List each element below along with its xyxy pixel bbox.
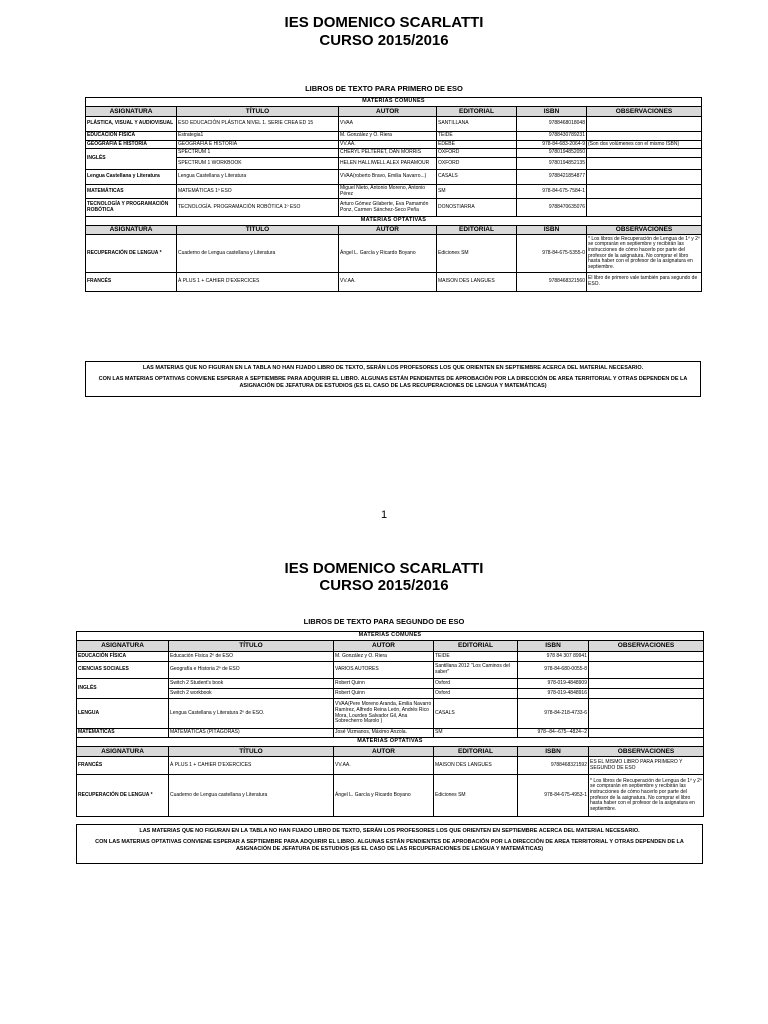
notice-box <box>76 824 703 864</box>
author-cell: VVAA <box>339 117 437 132</box>
column-header-row <box>77 747 704 757</box>
table-row <box>77 662 704 679</box>
column-header: TÍTULO <box>169 641 334 652</box>
publisher-cell: TEIDE <box>434 652 518 662</box>
subject-cell: INGLÉS <box>77 679 169 699</box>
subject-cell: Lengua Castellana y Literatura <box>86 170 177 185</box>
section-label: MATERIAS COMUNES <box>86 98 702 107</box>
subject-cell: LENGUA <box>77 699 169 729</box>
author-cell: Miguel Nieto, Antonio Moreno, Antonio Pérez <box>339 185 437 199</box>
publisher-cell: SM <box>437 185 517 199</box>
notes-cell <box>589 679 704 689</box>
author-cell: VV.AA. <box>334 757 434 775</box>
table-subtitle: LIBROS DE TEXTO PARA PRIMERO DE ESO <box>305 84 463 93</box>
title-cell: ESO EDUCACIÓN PLÁSTICA NIVEL 1. SERIE CREA ED 15 <box>177 117 339 132</box>
section-header-row <box>77 632 704 641</box>
table-row <box>86 117 702 132</box>
author-cell: HELEN HALLIWELL ALEX PARAMOUR <box>339 158 437 170</box>
author-cell: VV.AA. <box>339 141 437 149</box>
author-cell: Robert Quinn <box>334 679 434 689</box>
title-cell: Switch 2 workbook <box>169 689 334 699</box>
column-header-row <box>77 641 704 652</box>
publisher-cell: CASALS <box>434 699 518 729</box>
table-row <box>77 775 704 817</box>
title-cell: À PLUS 1 + CAHIER D'EXERCICES <box>169 757 334 775</box>
textbook-table <box>76 631 704 817</box>
publisher-cell: EDEBÉ <box>437 141 517 149</box>
subject-cell: FRANCÉS <box>77 757 169 775</box>
subject-cell: RECUPERACIÓN DE LENGUA * <box>77 775 169 817</box>
notice-box <box>85 361 701 397</box>
title-cell: SPECTRUM 1 WORKBOOK <box>177 158 339 170</box>
title-cell: Estrategia1 <box>177 132 339 141</box>
title-cell: Switch 2 Student's book <box>169 679 334 689</box>
title-cell: À PLUS 1 + CAHIER D'EXERCICES <box>177 273 339 292</box>
title-cell: SPECTRUM 1 <box>177 149 339 158</box>
section-header-row <box>86 98 702 107</box>
notes-cell: * Los libros de Recuperación de Lengua de 1º y 2º se comprarán en septiembre y recibirán las instrucciones de cómo hacerlo por parte del profesor de la asignatura. No comprar el libro hasta haber con el profesor de la asignatura en septiembre. <box>587 235 702 273</box>
isbn-cell: 978-84-675-7584-1 <box>517 185 587 199</box>
notes-cell <box>589 689 704 699</box>
notes-cell <box>587 158 702 170</box>
subject-cell: RECUPERACIÓN DE LENGUA * <box>86 235 177 273</box>
subject-cell: CIENCIAS SOCIALES <box>77 662 169 679</box>
table-row <box>86 185 702 199</box>
isbn-cell: 9788468321592 <box>518 757 589 775</box>
notes-cell <box>587 170 702 185</box>
column-header-row <box>86 226 702 235</box>
isbn-cell: 9788468321560 <box>517 273 587 292</box>
column-header: ISBN <box>518 747 589 757</box>
title-cell: MATEMÁTICAS 1º ESO <box>177 185 339 199</box>
column-header: EDITORIAL <box>437 226 517 235</box>
notes-cell: (Son dos volúmenes con el mismo ISBN) <box>587 141 702 149</box>
title-cell: Cuaderno de Lengua castellana y Literatura <box>169 775 334 817</box>
column-header: AUTOR <box>339 226 437 235</box>
title-cell: Lengua Castellana y Literatura <box>177 170 339 185</box>
publisher-cell: SANTILLANA <box>437 117 517 132</box>
table-row <box>86 273 702 292</box>
table-row <box>86 235 702 273</box>
notice-text-2: CON LAS MATERIAS OPTATIVAS CONVIENE ESPERAR A SEPTIEMBRE PARA ADQUIRIR EL LIBRO. ALGUNAS ESTÁN PENDIENTES DE APROBACIÓN POR LA DIRECCIÓN DE AREA TERRITORIAL Y OTRAS DEPENDEN DE LA ASIGNACIÓN DE JEFATURA DE ESTUDIOS (ES EL CASO DE LAS RECUPERACIONES DE LENGUA Y MATEMÁTICAS) <box>98 376 688 389</box>
isbn-cell: 978 84 307 89941 <box>518 652 589 662</box>
section-header-row <box>77 738 704 747</box>
publisher-cell: MAISON DES LANGUES <box>437 273 517 292</box>
column-header: EDITORIAL <box>437 107 517 117</box>
isbn-cell: 978-84-680-0055-8 <box>518 662 589 679</box>
section-label: MATERIAS COMUNES <box>77 632 704 641</box>
table-row <box>77 679 704 689</box>
column-header: TÍTULO <box>177 107 339 117</box>
publisher-cell: Ediciones SM <box>434 775 518 817</box>
subject-cell: MATEMÁTICAS <box>77 729 169 738</box>
isbn-cell: 978-019-4848916 <box>518 689 589 699</box>
column-header: AUTOR <box>334 641 434 652</box>
notes-cell <box>589 662 704 679</box>
column-header: OBSERVACIONES <box>589 747 704 757</box>
author-cell: M. González y O. Riera <box>334 652 434 662</box>
notes-cell <box>587 199 702 217</box>
author-cell: VVAA(Pere Moreno Aranda, Emilia Navarro Ramírez, Alfredo Reina León, Andrés Rico Mora, Lourdes Salvador Gil, Ana Sobrecherro Marolo ) <box>334 699 434 729</box>
table-row <box>77 652 704 662</box>
subject-cell: GEOGRAFÍA E HISTORIA <box>86 141 177 149</box>
title-cell: Geografía e Historia 2º de ESO <box>169 662 334 679</box>
column-header: EDITORIAL <box>434 641 518 652</box>
column-header: TÍTULO <box>177 226 339 235</box>
notes-cell <box>587 185 702 199</box>
school-title: IES DOMENICO SCARLATTI <box>284 14 484 31</box>
notes-cell <box>589 699 704 729</box>
notice-text-2: CON LAS MATERIAS OPTATIVAS CONVIENE ESPERAR A SEPTIEMBRE PARA ADQUIRIR EL LIBRO. ALGUNAS ESTÁN PENDIENTES DE APROBACIÓN POR LA DIRECCIÓN DE AREA TERRITORIAL Y OTRAS DEPENDEN DE LA ASIGNACIÓN DE JEFATURA DE ESTUDIOS (ES EL CASO DE LAS RECUPERACIONES DE LENGUA Y MATEMÁTICAS) <box>95 839 684 852</box>
table-row <box>77 729 704 738</box>
author-cell: VVAA(roberto Bravo, Emilia Navarro...) <box>339 170 437 185</box>
table-body <box>77 632 704 738</box>
publisher-cell: SM <box>434 729 518 738</box>
isbn-cell: 978--84--675--4824--2 <box>518 729 589 738</box>
column-header-row <box>86 107 702 117</box>
table-row <box>86 170 702 185</box>
notes-cell <box>587 132 702 141</box>
publisher-cell: Santillana 2012 "Los Caminos del saber" <box>434 662 518 679</box>
isbn-cell: 9788430789231 <box>517 132 587 141</box>
textbook-table <box>85 97 702 292</box>
isbn-cell: 9780194852135 <box>517 158 587 170</box>
notice-text-1: LAS MATERIAS QUE NO FIGURAN EN LA TABLA NO HAN FIJADO LIBRO DE TEXTO, SERÁN LOS PROFESORES LOS QUE ORIENTEN EN SEPTIEMBRE ACERCA DEL MATERIAL NECESARIO. <box>139 828 640 834</box>
isbn-cell: 9780194852050 <box>517 149 587 158</box>
table-row <box>86 149 702 158</box>
author-cell: Ángel L. García y Ricardo Boyano <box>334 775 434 817</box>
notes-cell <box>589 729 704 738</box>
subject-cell: INGLÉS <box>86 149 177 170</box>
isbn-cell: 978-84-675-4953-1 <box>518 775 589 817</box>
author-cell: CHERYL PELTERET, DAN MORRIS <box>339 149 437 158</box>
publisher-cell: TEIDE <box>437 132 517 141</box>
publisher-cell: DONOSTIARRA <box>437 199 517 217</box>
publisher-cell: Oxford <box>434 689 518 699</box>
subject-cell: EDUCACIÓN FÍSICA <box>86 132 177 141</box>
column-header: ASIGNATURA <box>77 641 169 652</box>
notes-cell <box>587 117 702 132</box>
table-row <box>77 757 704 775</box>
notes-cell <box>589 652 704 662</box>
subject-cell: FRANCÉS <box>86 273 177 292</box>
notice-text-1: LAS MATERIAS QUE NO FIGURAN EN LA TABLA NO HAN FIJADO LIBRO DE TEXTO, SERÁN LOS PROFESORES LOS QUE ORIENTEN EN SEPTIEMBRE ACERCA DEL MATERIAL NECESARIO. <box>142 365 644 371</box>
isbn-cell: 9788470635076 <box>517 199 587 217</box>
column-header: EDITORIAL <box>434 747 518 757</box>
title-cell: TECNOLOGÍA. PROGRAMACIÓN ROBÓTICA 1º ESO <box>177 199 339 217</box>
notes-cell: El libro de primero vale también para segundo de ESO. <box>587 273 702 292</box>
title-cell: GEOGRAFÍA E HISTORIA <box>177 141 339 149</box>
section-header-row <box>86 217 702 226</box>
subject-cell: PLÁSTICA, VISUAL Y AUDIOVISUAL <box>86 117 177 132</box>
page-number: 1 <box>380 509 388 521</box>
table-body-optional <box>77 738 704 817</box>
title-cell: MATEMÁTICAS (PITÁGORAS) <box>169 729 334 738</box>
author-cell: José Vizmanos, Máximo Anzola. <box>334 729 434 738</box>
column-header: ISBN <box>517 226 587 235</box>
publisher-cell: OXFORD <box>437 158 517 170</box>
column-header: ISBN <box>517 107 587 117</box>
course-title: CURSO 2015/2016 <box>319 577 449 594</box>
author-cell: Robert Quinn <box>334 689 434 699</box>
column-header: OBSERVACIONES <box>589 641 704 652</box>
isbn-cell: 978-84-218-4733-6 <box>518 699 589 729</box>
school-title: IES DOMENICO SCARLATTI <box>284 560 484 577</box>
publisher-cell: OXFORD <box>437 149 517 158</box>
table-subtitle: LIBROS DE TEXTO PARA SEGUNDO DE ESO <box>303 617 465 626</box>
column-header: OBSERVACIONES <box>587 107 702 117</box>
notes-cell: * Los libros de Recuperación de Lengua de 1º y 2º se comprarán en septiembre y recibirán las instrucciones de cómo hacerlo por parte del profesor de la asignatura. No comprar el libro hasta haber con el profesor de la asignatura en septiembre. <box>589 775 704 817</box>
column-header: ISBN <box>518 641 589 652</box>
column-header: OBSERVACIONES <box>587 226 702 235</box>
title-cell: Lengua Castellana y Literatura 2º de ESO. <box>169 699 334 729</box>
table-row <box>77 699 704 729</box>
author-cell: VV.AA. <box>339 273 437 292</box>
table-body <box>86 98 702 217</box>
table-row <box>86 199 702 217</box>
column-header: ASIGNATURA <box>77 747 169 757</box>
section-label: MATERIAS OPTATIVAS <box>77 738 704 747</box>
author-cell: M. González y O. Riera <box>339 132 437 141</box>
isbn-cell: 978-84-675-5355-0 <box>517 235 587 273</box>
course-title: CURSO 2015/2016 <box>319 32 449 49</box>
publisher-cell: Ediciones SM <box>437 235 517 273</box>
subject-cell: MATEMÁTICAS <box>86 185 177 199</box>
title-cell: Cuaderno de Lengua castellana y Literatura <box>177 235 339 273</box>
table-row <box>86 158 702 170</box>
publisher-cell: Oxford <box>434 679 518 689</box>
isbn-cell: 9788421854877 <box>517 170 587 185</box>
column-header: AUTOR <box>339 107 437 117</box>
author-cell: Ángel L. García y Ricardo Boyano <box>339 235 437 273</box>
author-cell: Arturo Gómez Gilaberte, Eva Pamamón Ponz, Carmen Sánchez-Seco Peña <box>339 199 437 217</box>
isbn-cell: 978-84-683-2064-9 <box>517 141 587 149</box>
publisher-cell: CASALS <box>437 170 517 185</box>
column-header: TÍTULO <box>169 747 334 757</box>
column-header: AUTOR <box>334 747 434 757</box>
publisher-cell: MAISON DES LANGUES <box>434 757 518 775</box>
subject-cell: TECNOLOGÍA Y PROGRAMACIÓN ROBÓTICA <box>86 199 177 217</box>
column-header: ASIGNATURA <box>86 107 177 117</box>
table-row <box>86 132 702 141</box>
isbn-cell: 978-019-4848909 <box>518 679 589 689</box>
table-row <box>86 141 702 149</box>
title-cell: Educación Física 2º de ESO <box>169 652 334 662</box>
notes-cell <box>587 149 702 158</box>
table-row <box>77 689 704 699</box>
notes-cell: ES EL MISMO LIBRO PARA PRIMERO Y SEGUNDO DE ESO <box>589 757 704 775</box>
subject-cell: EDUCACIÓN FÍSICA <box>77 652 169 662</box>
section-label: MATERIAS OPTATIVAS <box>86 217 702 226</box>
column-header: ASIGNATURA <box>86 226 177 235</box>
author-cell: VARIOS AUTORES <box>334 662 434 679</box>
table-body-optional <box>86 217 702 292</box>
isbn-cell: 9788468018048 <box>517 117 587 132</box>
